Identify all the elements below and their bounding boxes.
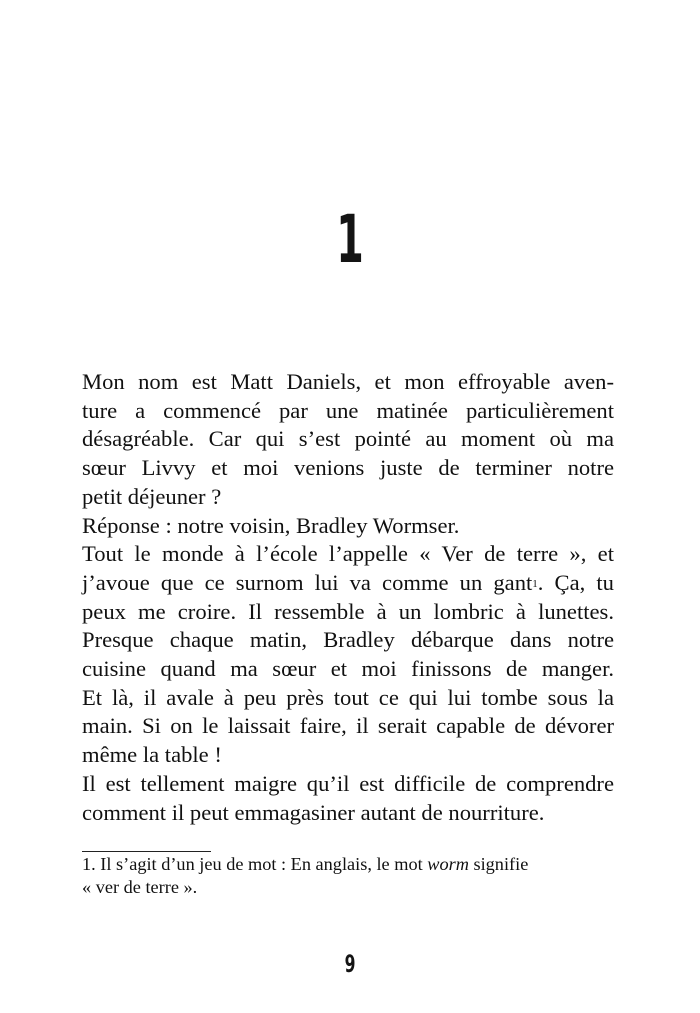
- text-line: Presque chaque matin, Bradley débarque dans notre: [82, 627, 614, 653]
- text-line: peux me croire. Il ressemble à un lombric à lunettes.: [82, 598, 614, 624]
- footnote-marker: 1: [532, 577, 538, 590]
- text-line: main. Si on le laissait faire, il serait capable de dévorer: [82, 713, 614, 739]
- text-line: Tout le monde à l’école l’appelle « Ver de terre », et: [82, 541, 614, 567]
- text-segment: j’avoue que ce surnom lui va comme un gant: [82, 569, 533, 595]
- text-line: Et là, il avale à peu près tout ce qui lui tombe sous la: [82, 684, 614, 710]
- footnote-line: [82, 853, 614, 876]
- footnote-term: worm: [427, 854, 469, 874]
- text-line: désagréable. Car qui s’est pointé au moment où ma: [82, 426, 614, 452]
- text-line: sœur Livvy et moi venions juste de terminer notre: [82, 455, 614, 481]
- footnote-divider: [82, 851, 211, 852]
- text-line: cuisine quand ma sœur et moi finissons de manger.: [82, 656, 614, 682]
- page-number: 9: [344, 950, 356, 978]
- text-line: même la table !: [82, 742, 222, 768]
- text-line: Mon nom est Matt Daniels, et mon effroyable aven-: [82, 369, 614, 394]
- text-line: comment il peut emmagasiner autant de nourriture.: [82, 799, 545, 825]
- text-line-with-footnote: [82, 569, 614, 598]
- text-line: Réponse : notre voisin, Bradley Wormser.: [82, 512, 460, 538]
- footnote-line: « ver de terre ».: [82, 877, 198, 897]
- chapter-number: 1: [336, 201, 364, 278]
- text-line: Il est tellement maigre qu’il est difficile de comprendre: [82, 770, 614, 796]
- text-line: ture a commencé par une matinée particulièrement: [82, 397, 614, 423]
- footnote: [82, 853, 614, 899]
- body-text: [82, 368, 614, 827]
- footnote-text: signifie: [468, 854, 529, 874]
- text-line: petit déjeuner ?: [82, 483, 222, 509]
- footnote-text: 1. Il s’agit d’un jeu de mot : En anglais, le mot: [82, 854, 428, 874]
- text-segment: . Ça, tu: [537, 569, 614, 595]
